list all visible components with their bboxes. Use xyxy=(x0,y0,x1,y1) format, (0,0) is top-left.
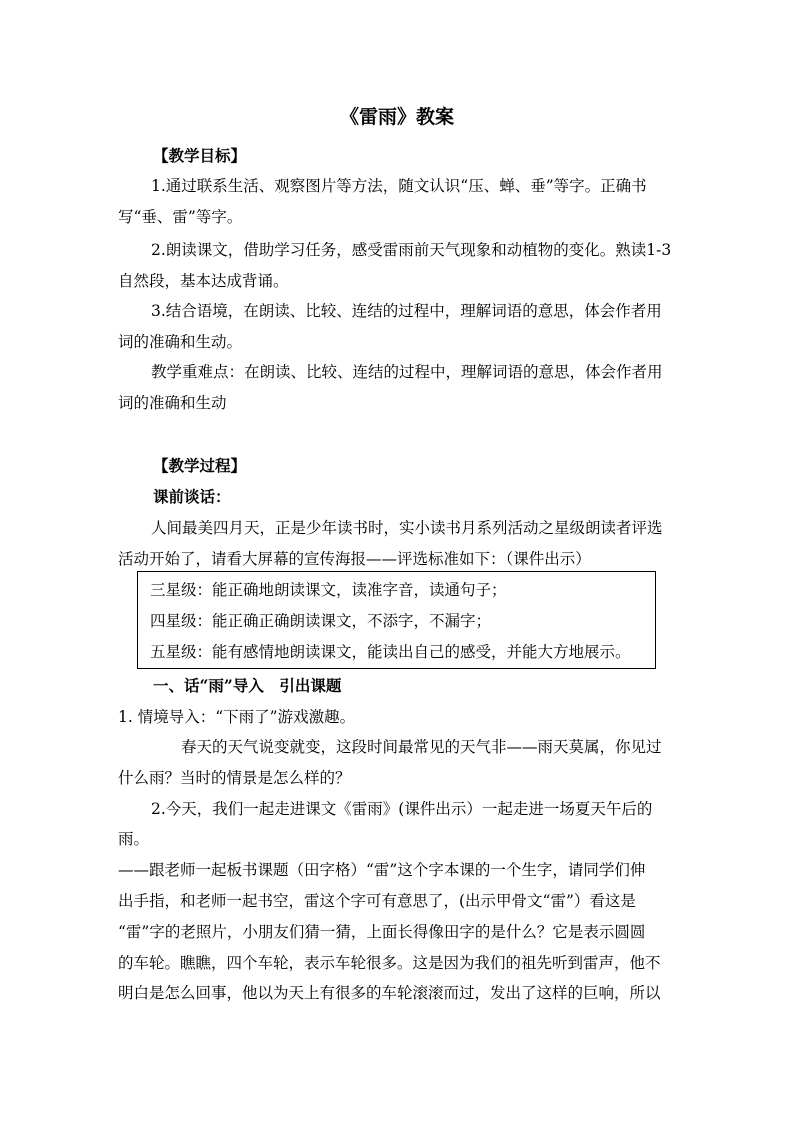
page-title: 《雷雨》教案 xyxy=(339,106,454,128)
step-1-para-line-2: 什么雨？当时的情景是怎么样的？ xyxy=(118,769,351,787)
goal-3-line-2: 词的准确和生动。 xyxy=(118,333,243,351)
board-line-5: 明白是怎么回事，他以为天上有很多的车轮滚滚而过，发出了这样的巨响，所以 xyxy=(118,984,661,1002)
goals-heading: 【教学目标】 xyxy=(153,146,247,165)
step-1: 1. 情境导入：“下雨了”游戏激趣。 xyxy=(118,708,356,726)
key-points-line-2: 词的准确和生动 xyxy=(118,394,227,412)
goal-2-line-2: 自然段，基本达成背诵。 xyxy=(118,272,289,290)
step-2-line-2: 雨。 xyxy=(118,830,150,848)
board-line-2: 出手指，和老师一起书空，雷这个字可有意思了，(出示甲骨文“雷”）看这是 xyxy=(118,892,636,910)
goal-1-line-1: 1.通过联系生活、观察图片等方法，随文认识“压、蝉、垂”等字。正确书 xyxy=(151,177,647,195)
goal-2-line-1: 2.朗读课文，借助学习任务，感受雷雨前天气现象和动植物的变化。熟读1-3 xyxy=(151,241,672,259)
pre-talk-line-1: 人间最美四月天，正是少年读书时，实小读书月系列活动之星级朗读者评选 xyxy=(151,519,663,537)
criteria-five-star: 五星级：能有感情地朗读课文，能读出自己的感受，并能大方地展示。 xyxy=(150,643,631,661)
step-1-para-line-1: 春天的天气说变就变，这段时间最常见的天气非——雨天莫属，你见过 xyxy=(181,738,662,756)
section-1-heading: 一、话“雨”导入 引出课题 xyxy=(153,676,342,695)
criteria-four-star: 四星级：能正确正确朗读课文，不添字，不漏字； xyxy=(150,612,492,630)
pre-talk-line-2: 活动开始了，请看大屏幕的宣传海报——评选标准如下：（课件出示） xyxy=(118,550,591,568)
board-line-4: 的车轮。瞧瞧，四个车轮，表示车轮很多。这是因为我们的祖先听到雷声，他不 xyxy=(118,954,661,972)
criteria-three-star: 三星级：能正确地朗读课文，读准字音，读通句子； xyxy=(150,581,507,599)
criteria-box xyxy=(137,571,656,669)
key-points-line-1: 教学重难点：在朗读、比较、连结的过程中，理解词语的意思，体会作者用 xyxy=(151,363,663,381)
board-line-3: “雷”字的老照片，小朋友们猜一猜，上面长得像田字的是什么？它是表示圆圆 xyxy=(118,923,646,941)
board-line-1: ——跟老师一起板书课题（田字格）“雷”这个字本课的一个生字，请同学们伸 xyxy=(118,861,646,879)
step-2-line-1: 2.今天，我们一起走进课文《雷雨》(课件出示）一起走进一场夏天午后的 xyxy=(151,800,653,818)
goal-3-line-1: 3.结合语境，在朗读、比较、连结的过程中，理解词语的意思，体会作者用 xyxy=(151,302,662,320)
process-heading: 【教学过程】 xyxy=(153,456,247,475)
goal-1-line-2: 写“垂、雷”等字。 xyxy=(118,208,243,226)
pre-talk-heading: 课前谈话： xyxy=(153,487,231,506)
